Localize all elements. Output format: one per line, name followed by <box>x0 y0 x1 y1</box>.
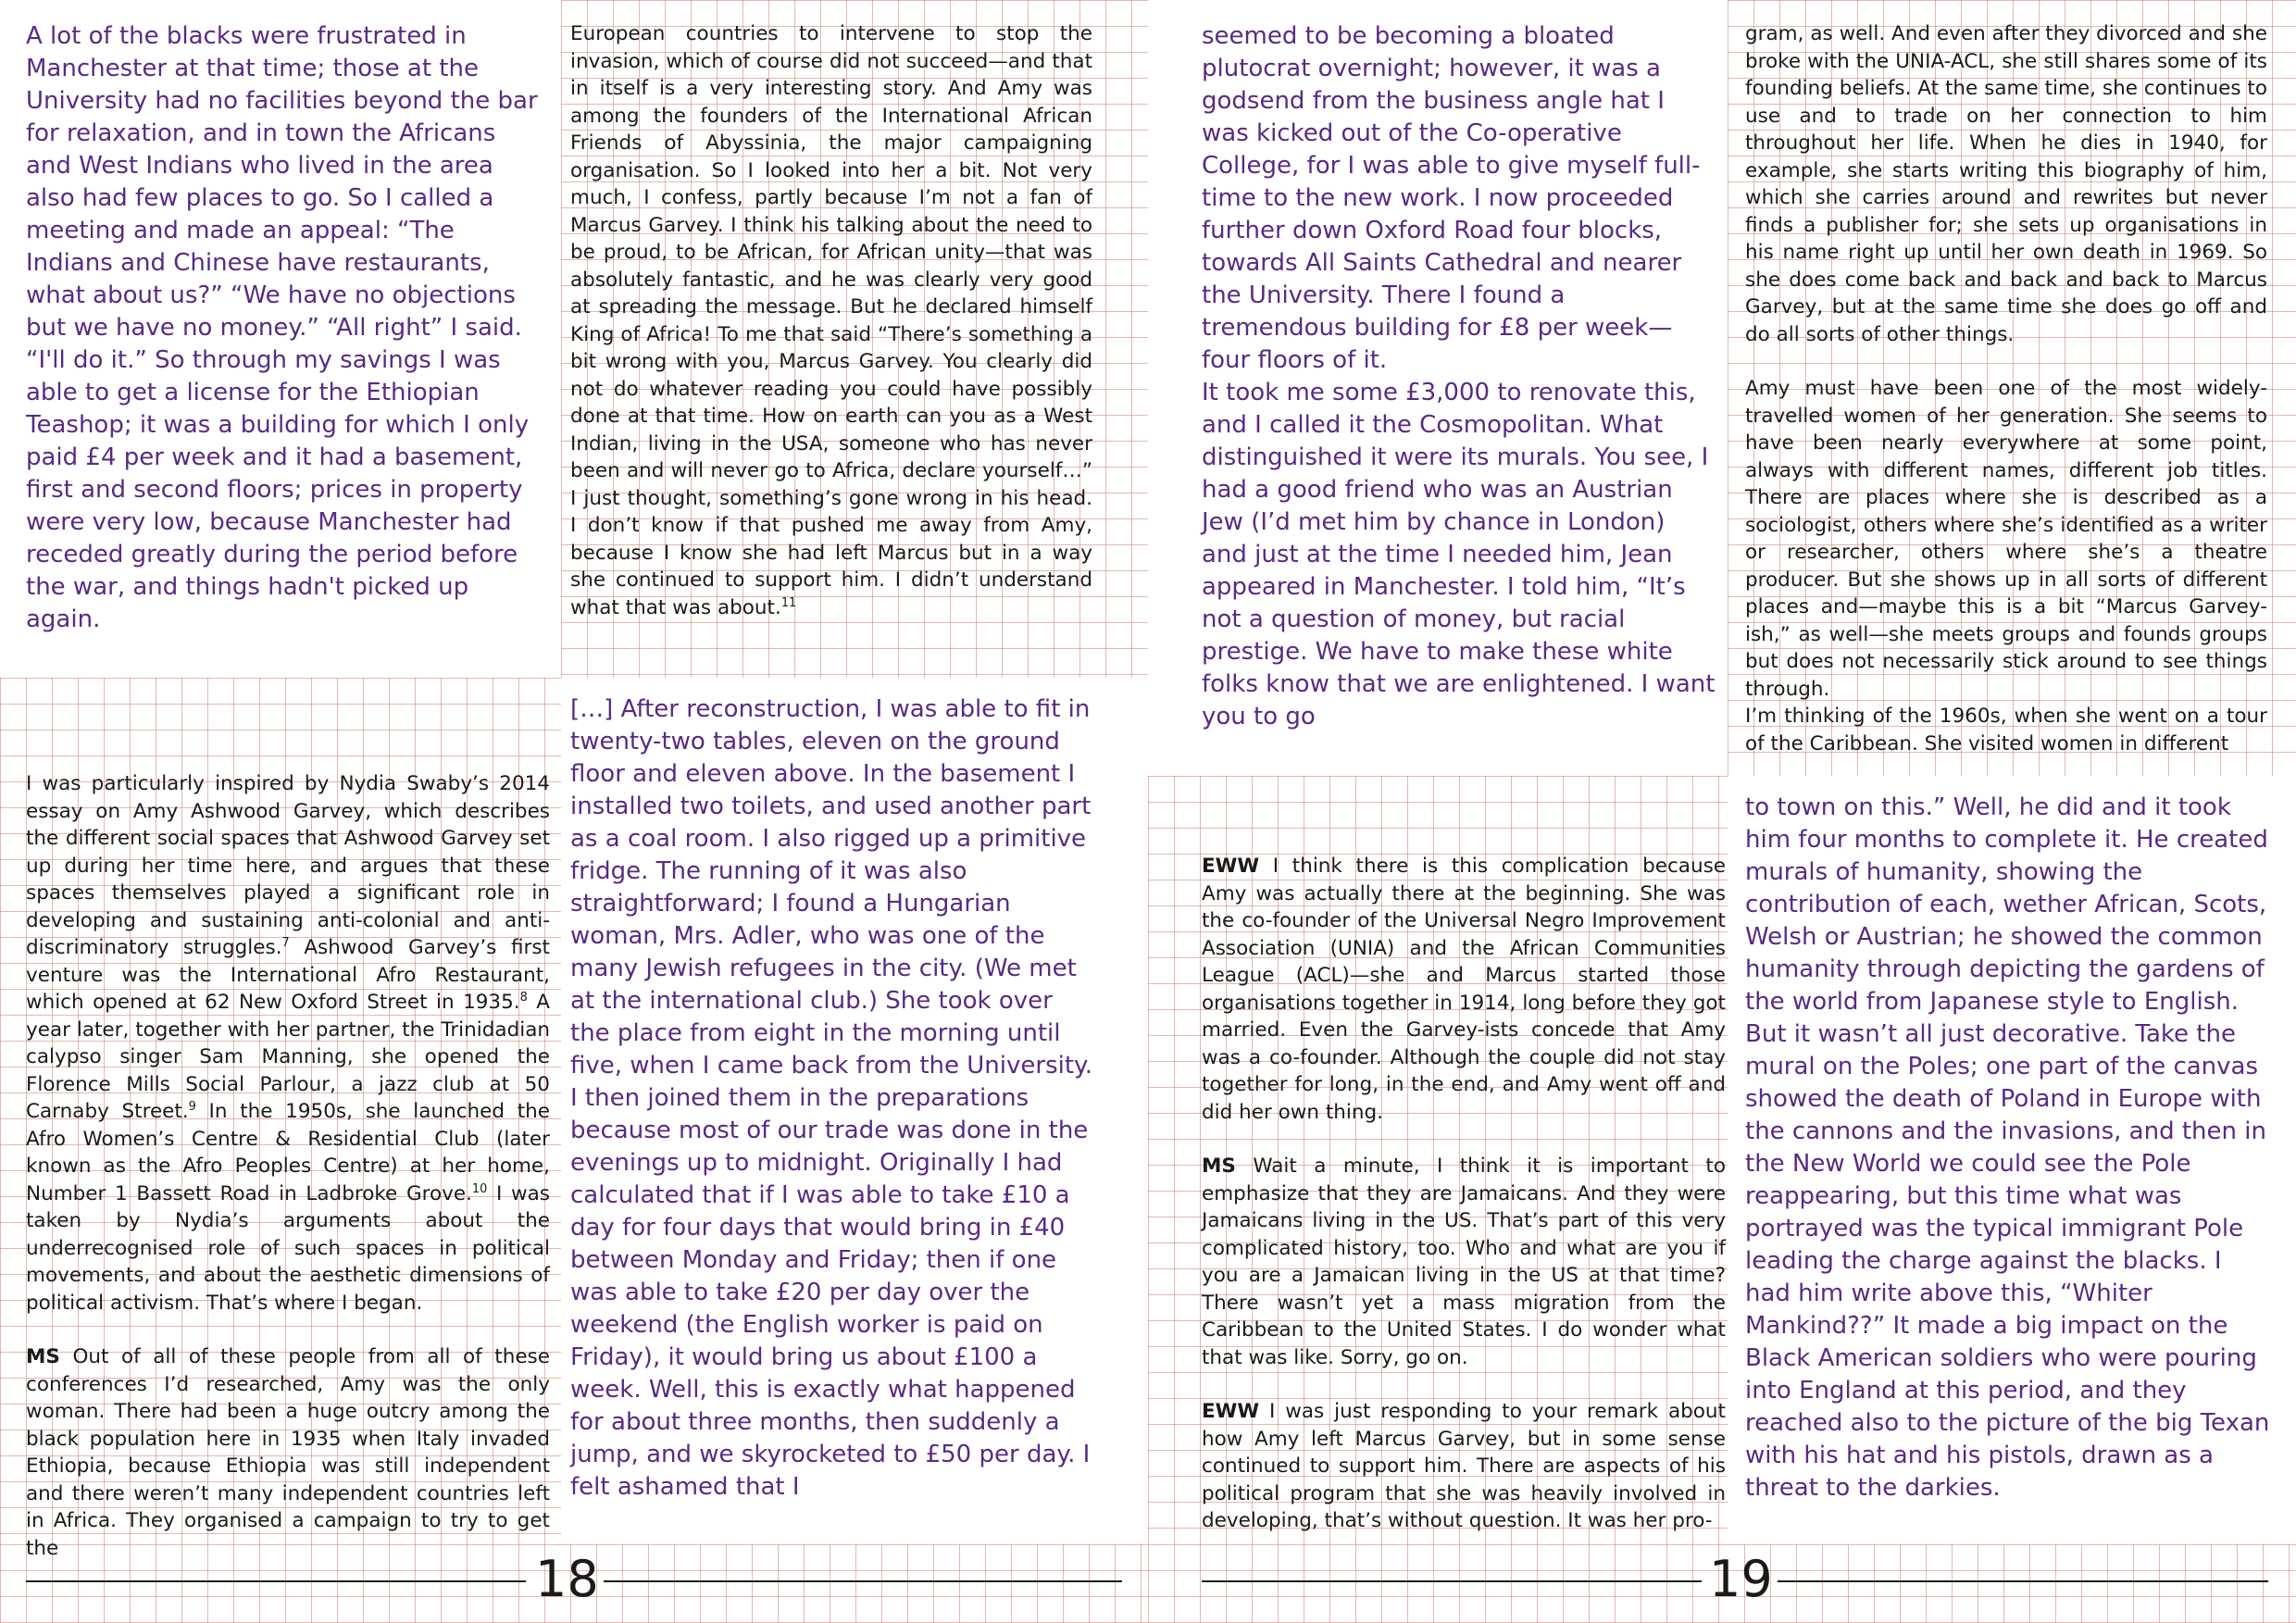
footer-rule-right-b <box>1778 1580 2268 1582</box>
paragraph-text: A year later, together with her partner, the Trinidadian calypso singer Sam Manning, she opened the Florence Mills Social Parlour, a jazz club at 50 Carnaby Street. <box>26 991 550 1123</box>
dialogue-paragraph <box>1202 853 1726 1126</box>
right-col3-bottom-text <box>1202 853 1726 1535</box>
paragraph-text: In the 1950s, she launched the Afro Women’s Centre & Residential Club (later known as the Afro Peoples Centre) at her home, Number 1 Bassett Road in Ladbroke Grove. <box>26 1100 550 1205</box>
footnote-ref: 7 <box>281 935 290 950</box>
paragraph-text: European countries to intervene to stop the invasion, which of course did not succeed—and that in itself is a very interesting story. And Amy was among the founders of the International African Friends of Abyssinia, the major campaigning organisation. So I looked into her a bit. Not very much, I confess, partly because I’m not a fan of Marcus Garvey. I think his talking about the need to be proud, to be African, for African unity—that was absolutely fantastic, and he was clearly very good at spreading the message. But he declared himself King of Africa! To me that said “There’s something a bit wrong with you, Marcus Garvey. You clearly did not do whatever reading you could have possibly done at that time. How on earth can you as a West Indian, living in the USA, someone who has never been and will never go to Africa, declare yourself…” I just thought, something’s gone wrong in his head. I don’t know if that pushed me away from Amy, because I know she had left Marcus but in a way she continued to support him. I didn’t understand what that was about. <box>570 22 1092 619</box>
right-col4-top-text <box>1745 20 2267 757</box>
footnote-ref: 9 <box>188 1099 196 1114</box>
footnote-ref: 8 <box>519 990 528 1005</box>
paragraph <box>26 770 550 1317</box>
paragraph-text: Out of all of these people from all of these conferences I’d researched, Amy was the only woman. There had been a huge outcry among the black population here in 1935 when Italy invaded Ethiopia, because Ethiopia was still independent and there weren’t many independent countries left in Africa. They organised a campaign to try to get the <box>26 1345 550 1560</box>
footer-rule-right-a <box>1202 1580 1702 1582</box>
footer-rule-left-b <box>604 1580 1122 1582</box>
paragraph: to town on this.” Well, he did and it took him four months to complete it. He created murals of humanity, showing the contribution of each, wether African, Scots, Welsh or Austrian; he showed the common humanity through depicting the gardens of the world from Japanese style to English. But it wasn’t all just decorative. Take the mural on the Poles; one part of the canvas showed the death of Poland in Europe with the cannons and the invasions, and then in the New World we could see the Pole reappearing, but this time what was portrayed was the typical immigrant Pole leading the charge against the blacks. I had him write above this, “Whiter Mankind??” It made a big impact on the Black American soldiers who were pouring into England at this period, and they reached also to the picture of the big Texan with his hat and his pistols, drawn as a threat to the darkies. <box>1745 793 2270 1502</box>
speaker-label: EWW <box>1202 855 1260 878</box>
paragraph-text: Wait a minute, I think it is important to emphasize that they are Jamaicans. And they were Jamaicans living in the US. That’s part of this very complicated history, too. Who and what are you if you are a Jamaican living in the US at that time? There wasn’t yet a mass migration from the Caribbean to the United States. I do wonder what that was like. Sorry, go on. <box>1202 1155 1726 1369</box>
paragraph <box>26 1343 550 1562</box>
footnote-ref: 11 <box>780 595 797 610</box>
paragraph: Amy must have been one of the most widely-travelled women of her generation. She seems to have been nearly everywhere at some point, always with different names, different job titles. There are places where she is described as a sociologist, others where she’s identified as a writer or researcher, others where she’s a theatre producer. But she shows up in all sorts of different places and—maybe this is a bit “Marcus Garvey-ish,” as well—she meets groups and founds groups but does not necessarily stick around to see things through. <box>1745 377 2267 701</box>
left-col2-top-text <box>570 20 1092 621</box>
paragraph: A lot of the blacks were frustrated in Manchester at that time; those at the University had no facilities beyond the bar for relaxation, and in town the Africans and West Indians who lived in the area also had few places to go. So I called a meeting and made an appeal: “The Indians and Chinese have restaurants, what about us?” “We have no objections but we have no money.” “All right” I said. “I'll do it.” So through my savings I was able to get a license for the Ethiopian Teashop; it was a building for which I only paid £4 per week and it had a basement, first and second floors; prices in property were very low, because Manchester had receded greatly during the period before the war, and things hadn't picked up again. <box>26 22 538 633</box>
paragraph: gram, as well. And even after they divorced and she broke with the UNIA-ACL, she still shares some of its founding beliefs. At the same time, she continues to use and to trade on her connection to him throughout her life. When he dies in 1940, for example, she starts writing this biography of him, which she carries around and rewrites but never finds a publisher for; she sets up organisations in his name right up until her own death in 1969. So she does come back and back and back to Marcus Garvey, but at the same time she does go off and do all sorts of other things. <box>1745 22 2267 346</box>
speaker-label: MS <box>1202 1155 1236 1178</box>
paragraph <box>570 20 1092 621</box>
dialogue-paragraph <box>1202 1153 1726 1371</box>
paragraph-text: I was particularly inspired by Nydia Swaby’s 2014 essay on Amy Ashwood Garvey, which describes the different social spaces that Ashwood Garvey set up during her time here, and argues that these spaces themselves played a significant role in developing and sustaining anti-colonial and anti-discriminatory struggles. <box>26 772 550 959</box>
page-number-left: 18 <box>535 1550 599 1608</box>
paragraph: […] After reconstruction, I was able to fit in twenty-two tables, eleven on the ground floor and eleven above. In the basement I installed two toilets, and used another part as a coal room. I also rigged up a primitive fridge. The running of it was also straightforward; I found a Hungarian woman, Mrs. Adler, who was one of the many Jewish refugees in the city. (We met at the international club.) She took over the place from eight in the morning until five, when I came back from the University. I then joined them in the preparations because most of our trade was done in the evenings up to midnight. Originally I had calculated that if I was able to take £10 a day for four days that would bring in £40 between Monday and Friday; then if one was able to take £20 per day over the weekend (the English worker is paid on Friday), it would bring us about £100 a week. Well, this is exactly what happened for about three months, then suddenly a jump, and we skyrocketed to £50 per day. I felt ashamed that I <box>570 695 1092 1501</box>
paragraph: It took me some £3,000 to renovate this, and I called it the Cosmopolitan. What distinguished it were its murals. You see, I had a good friend who was an Austrian Jew (I’d met him by chance in London) and just at the time I needed him, Jean appeared in Manchester. I told him, “It’s not a question of money, but racial prestige. We have to make these white folks know that we are enlightened. I want you to go <box>1202 379 1716 730</box>
footnote-ref: 10 <box>471 1181 488 1196</box>
dialogue-paragraph <box>1202 1398 1726 1535</box>
speaker-label: MS <box>26 1345 60 1368</box>
paragraph-text: Ashwood Garvey’s first venture was the International Afro Restaurant, which opened at 62 New Oxford Street in 1935. <box>26 936 550 1014</box>
paragraph: seemed to be becoming a bloated plutocrat overnight; however, it was a godsend from the business angle hat I was kicked out of the Co-operative College, for I was able to give myself full-time to the new work. I now proceeded further down Oxford Road four blocks, towards All Saints Cathedral and nearer the University. There I found a tremendous building for £8 per week—four floors of it. <box>1202 22 1701 374</box>
paragraph-text: I was taken by Nydia’s arguments about the underrecognised role of such spaces in political movements, and about the aesthetic dimensions of political activism. That’s where I began. <box>26 1181 550 1315</box>
speaker-label: EWW <box>1202 1400 1260 1423</box>
right-col3-top-text <box>1202 20 1716 733</box>
left-col1-top-text <box>26 20 544 636</box>
left-col2-bottom-text <box>570 693 1098 1504</box>
paragraph: I’m thinking of the 1960s, when she went on a tour of the Caribbean. She visited women in different <box>1745 705 2267 755</box>
right-col4-bottom-text <box>1745 792 2273 1504</box>
paragraph-text: I was just responding to your remark about how Amy left Marcus Garvey, but in some sense continued to support him. There are aspects of his political program that she was heavily involved in developing, that’s without question. It was her pro- <box>1202 1400 1726 1532</box>
paragraph-text: I think there is this complication because Amy was actually there at the beginning. She was the co-founder of the Universal Negro Improvement Association (UNIA) and the African Communities League (ACL)—she and Marcus started those organisations together in 1914, long before they got married. Even the Garvey-ists concede that Amy was a co-founder. Although the couple did not stay together for long, in the end, and Amy went off and did her own thing. <box>1202 855 1726 1124</box>
page-number-right: 19 <box>1709 1550 1773 1608</box>
footer-rule-left-a <box>26 1580 526 1582</box>
left-col1-bottom-text <box>26 770 550 1562</box>
